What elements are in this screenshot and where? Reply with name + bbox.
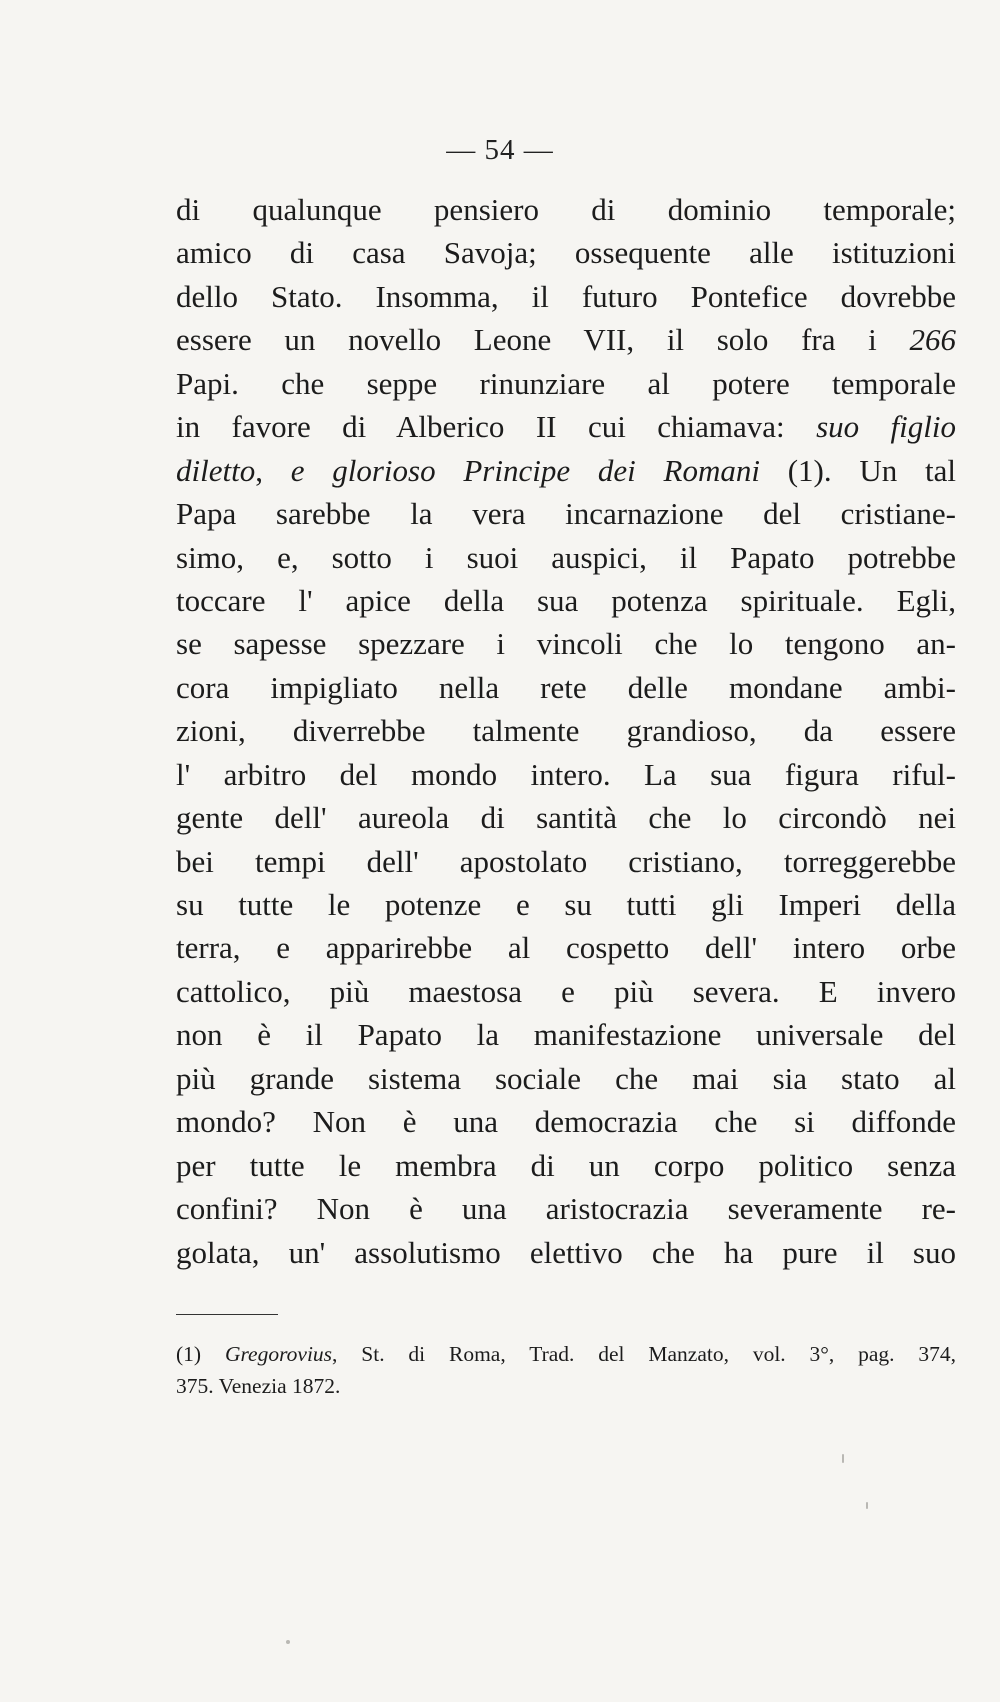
footnote-citation: , St. di Roma, Trad. del Manzato, vol. 3°, pag. 374, xyxy=(332,1342,956,1366)
footnote-author: Gregorovius xyxy=(224,1342,333,1366)
footnote-marker: (1) xyxy=(176,1342,202,1366)
text-line: toccare l' apice della sua potenza spirituale. Egli, xyxy=(176,582,956,618)
text-line: zioni, diverrebbe talmente grandioso, da essere xyxy=(176,713,956,749)
text-line: essere un novello Leone VII, il solo fra i 266 xyxy=(176,322,956,358)
text-line: mondo? Non è una democrazia che si diffonde xyxy=(176,1104,956,1140)
text-line: più grande sistema sociale che mai sia stato al xyxy=(176,1060,956,1096)
text-line: golata, un' assolutismo elettivo che ha pure il suo xyxy=(176,1234,956,1270)
text-line: cattolico, più maestosa e più severa. E invero xyxy=(176,973,956,1009)
text-line: l' arbitro del mondo intero. La sua figura riful- xyxy=(176,756,956,792)
text-line: in favore di Alberico II cui chiamava: suo figlio xyxy=(176,409,957,445)
text-line: per tutte le membra di un corpo politico senza xyxy=(176,1147,956,1183)
footnote-line-1 xyxy=(176,1338,956,1370)
paper-speck xyxy=(866,1502,868,1509)
page-number: — 54 — xyxy=(446,134,554,166)
text-line: diletto, e glorioso Principe dei Romani (1). Un tal xyxy=(176,452,957,488)
text-line: cora impigliato nella rete delle mondane ambi- xyxy=(176,669,956,705)
text-line: dello Stato. Insomma, il futuro Pontefice dovrebbe xyxy=(176,278,956,314)
text-line: Papi. che seppe rinunziare al potere temporale xyxy=(176,365,956,401)
text-line: confini? Non è una aristocrazia severamente re- xyxy=(176,1191,956,1227)
footnote-divider xyxy=(176,1314,278,1315)
text-line: gente dell' aureola di santità che lo circondò nei xyxy=(176,800,956,836)
footnote-line-2: 375. Venezia 1872. xyxy=(176,1374,341,1398)
text-line: amico di casa Savoja; ossequente alle istituzioni xyxy=(176,235,956,271)
text-line: Papa sarebbe la vera incarnazione del cristiane- xyxy=(176,496,956,532)
text-line: non è il Papato la manifestazione universale del xyxy=(176,1017,956,1053)
text-line: se sapesse spezzare i vincoli che lo tengono an- xyxy=(176,626,956,662)
body-text xyxy=(176,188,956,1274)
text-line: bei tempi dell' apostolato cristiano, torreggerebbe xyxy=(176,843,956,879)
text-line: su tutte le potenze e su tutti gli Imperi della xyxy=(176,887,956,922)
text-line: simo, e, sotto i suoi auspici, il Papato potrebbe xyxy=(176,539,956,575)
paper-speck xyxy=(286,1640,290,1644)
paper-speck xyxy=(842,1454,844,1463)
text-line: di qualunque pensiero di dominio temporale; xyxy=(176,192,956,227)
text-line: terra, e apparirebbe al cospetto dell' intero orbe xyxy=(176,930,956,966)
footnote xyxy=(176,1338,956,1402)
